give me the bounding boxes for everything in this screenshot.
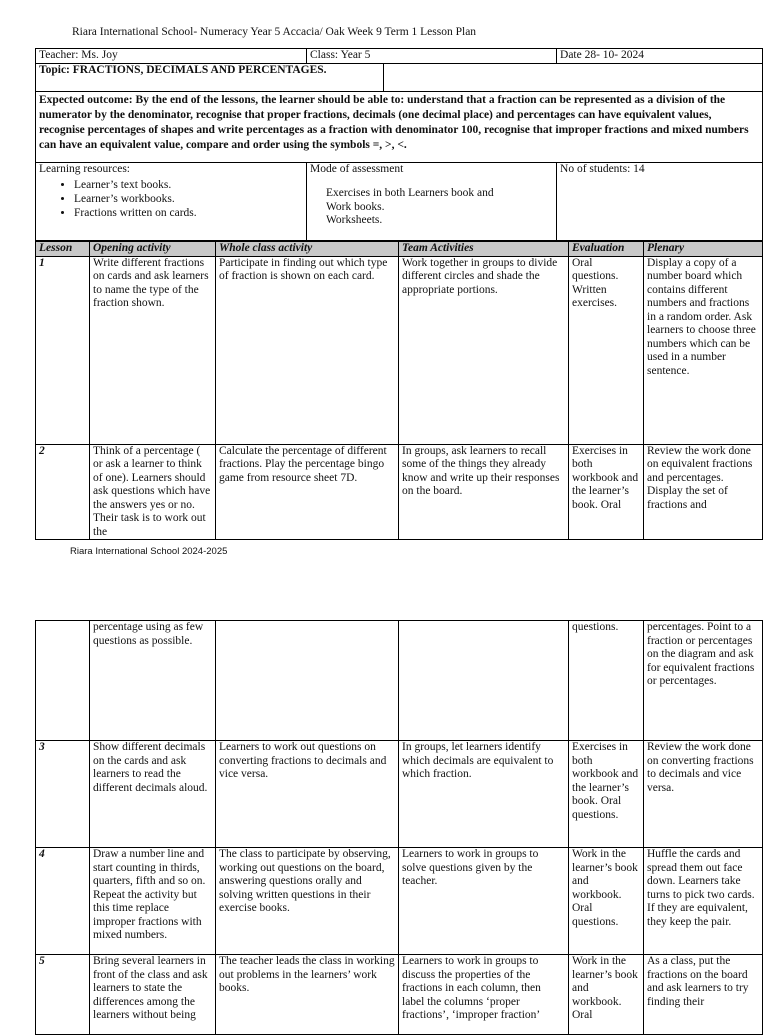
- mode-of-assessment-cell: [307, 162, 557, 240]
- document-header-title: Riara International School- Numeracy Year 5 Accacia/ Oak Week 9 Term 1 Lesson Plan: [72, 26, 477, 38]
- column-header-team: Team Activities: [399, 242, 569, 257]
- expected-outcome-cell: Expected outcome: By the end of the lessons, the learner should be able to: understand that a fraction can be represented as a division of the numerator by the denominator, recognise that proper fractions, decimals (one decimal place) and percentages can have equivalent values, recognise percentages of shapes and write percentages as a fraction with denominator 100, recognise that improper fractions and mixed numbers can have an equivalent value, compare and order using the symbols =, >, <.: [36, 91, 763, 162]
- evaluation-cell: Work in the learner’s book and workbook. Oral questions.: [569, 848, 644, 955]
- mode-of-assessment-label: Mode of assessment: [310, 162, 404, 175]
- whole-class-activity-cell: Participate in finding out which type of fraction is shown on each card.: [216, 256, 399, 444]
- evaluation-cell: Exercises in both workbook and the learner’s book. Oral: [569, 444, 644, 540]
- opening-activity-cell: Think of a percentage ( or ask a learner to think of one). Learners should ask questions which have the answers yes or no. Their task is to work out the: [90, 444, 216, 540]
- topic-cell: Topic: FRACTIONS, DECIMALS AND PERCENTAGES.: [36, 63, 384, 91]
- lesson-info-table: [35, 48, 763, 241]
- opening-activity-cell: Write different fractions on cards and ask learners to name the type of the fraction shown.: [90, 256, 216, 444]
- whole-class-activity-cell: Learners to work out questions on converting fractions to decimals and vice versa.: [216, 741, 399, 848]
- page-footer: Riara International School 2024-2025: [70, 546, 228, 557]
- column-header-evaluation: Evaluation: [569, 242, 644, 257]
- evaluation-cell: Exercises in both workbook and the learner’s book. Oral questions.: [569, 741, 644, 848]
- column-header-whole-class: Whole class activity: [216, 242, 399, 257]
- lesson-number: 4: [36, 848, 90, 955]
- evaluation-cell: Work in the learner’s book and workbook. Oral: [569, 955, 644, 1035]
- whole-class-activity-cell: The class to participate by observing, working out questions on the board, answering questions orally and solving written questions in their exercise books.: [216, 848, 399, 955]
- learning-resources-cell: [36, 162, 307, 240]
- lesson-number: 1: [36, 256, 90, 444]
- learning-resources-list: [39, 178, 303, 220]
- team-activities-cell: In groups, let learners identify which decimals are equivalent to which fraction.: [399, 741, 569, 848]
- plenary-cell: As a class, put the fractions on the board and ask learners to try finding their: [644, 955, 763, 1035]
- table-row: [36, 444, 763, 540]
- assessment-line: Worksheets.: [326, 214, 383, 226]
- plenary-cell: Review the work done on converting fractions to decimals and vice versa.: [644, 741, 763, 848]
- opening-activity-cell: Show different decimals on the cards and ask learners to read the different decimals aloud.: [90, 741, 216, 848]
- whole-class-activity-cell: The teacher leads the class in working out problems in the learners’ work books.: [216, 955, 399, 1035]
- team-activities-cell: Learners to work in groups to discuss the properties of the fractions in each column, then label the columns ‘proper fractions’, ‘improper fraction’: [399, 955, 569, 1035]
- evaluation-cell: Oral questions. Written exercises.: [569, 256, 644, 444]
- whole-class-activity-cell: [216, 621, 399, 741]
- teacher-cell: Teacher: Ms. Joy: [36, 49, 307, 64]
- resource-item: • Learner’s text books.: [74, 178, 303, 192]
- team-activities-cell: In groups, ask learners to recall some of the things they already know and write up their responses on the board.: [399, 444, 569, 540]
- number-of-students-cell: No of students: 14: [557, 162, 763, 240]
- team-activities-cell: [399, 621, 569, 741]
- table-row: [36, 848, 763, 955]
- assessment-line: Work books.: [326, 200, 385, 213]
- evaluation-cell: questions.: [569, 621, 644, 741]
- table-row: [36, 955, 763, 1035]
- assessment-details: [310, 187, 553, 228]
- whole-class-activity-cell: Calculate the percentage of different fractions. Play the percentage bingo game from resource sheet 7D.: [216, 444, 399, 540]
- opening-activity-cell: Draw a number line and start counting in thirds, quarters, fifth and so on. Repeat the activity but this time replace improper fractions with mixed numbers.: [90, 848, 216, 955]
- plenary-cell: Review the work done on equivalent fractions and percentages. Display the set of fractions and: [644, 444, 763, 540]
- opening-activity-cell: Bring several learners in front of the class and ask learners to state the differences among the learners without being: [90, 955, 216, 1035]
- team-activities-cell: Learners to work in groups to solve questions given by the teacher.: [399, 848, 569, 955]
- lessons-table-page-1: [35, 241, 763, 540]
- lesson-number: 2: [36, 444, 90, 540]
- plenary-cell: percentages. Point to a fraction or percentages on the diagram and ask for equivalent fractions or percentages.: [644, 621, 763, 741]
- learning-resources-label: Learning resources:: [39, 162, 131, 175]
- lesson-number: 5: [36, 955, 90, 1035]
- column-header-lesson: Lesson: [36, 242, 90, 257]
- plenary-cell: Display a copy of a number board which contains different numbers and fractions in a random order. Ask learners to choose three numbers which can be used in a number sentence.: [644, 256, 763, 444]
- team-activities-cell: Work together in groups to divide different circles and shade the appropriate portions.: [399, 256, 569, 444]
- topic-empty-cell: [384, 63, 763, 91]
- resource-item: • Fractions written on cards.: [74, 206, 303, 220]
- table-row: [36, 741, 763, 848]
- table-row: [36, 256, 763, 444]
- resource-item: • Learner’s workbooks.: [74, 192, 303, 206]
- column-header-opening: Opening activity: [90, 242, 216, 257]
- table-row: [36, 621, 763, 741]
- plenary-cell: Huffle the cards and spread them out face down. Learners take turns to pick two cards. If they are equivalent, they keep the pair.: [644, 848, 763, 955]
- class-cell: Class: Year 5: [307, 49, 557, 64]
- date-cell: Date 28- 10- 2024: [557, 49, 763, 64]
- assessment-line: Exercises in both Learners book and: [326, 187, 494, 199]
- lesson-number: 3: [36, 741, 90, 848]
- lessons-table-page-2: [35, 620, 763, 1035]
- opening-activity-cell: percentage using as few questions as possible.: [90, 621, 216, 741]
- column-header-plenary: Plenary: [644, 242, 763, 257]
- lesson-number: [36, 621, 90, 741]
